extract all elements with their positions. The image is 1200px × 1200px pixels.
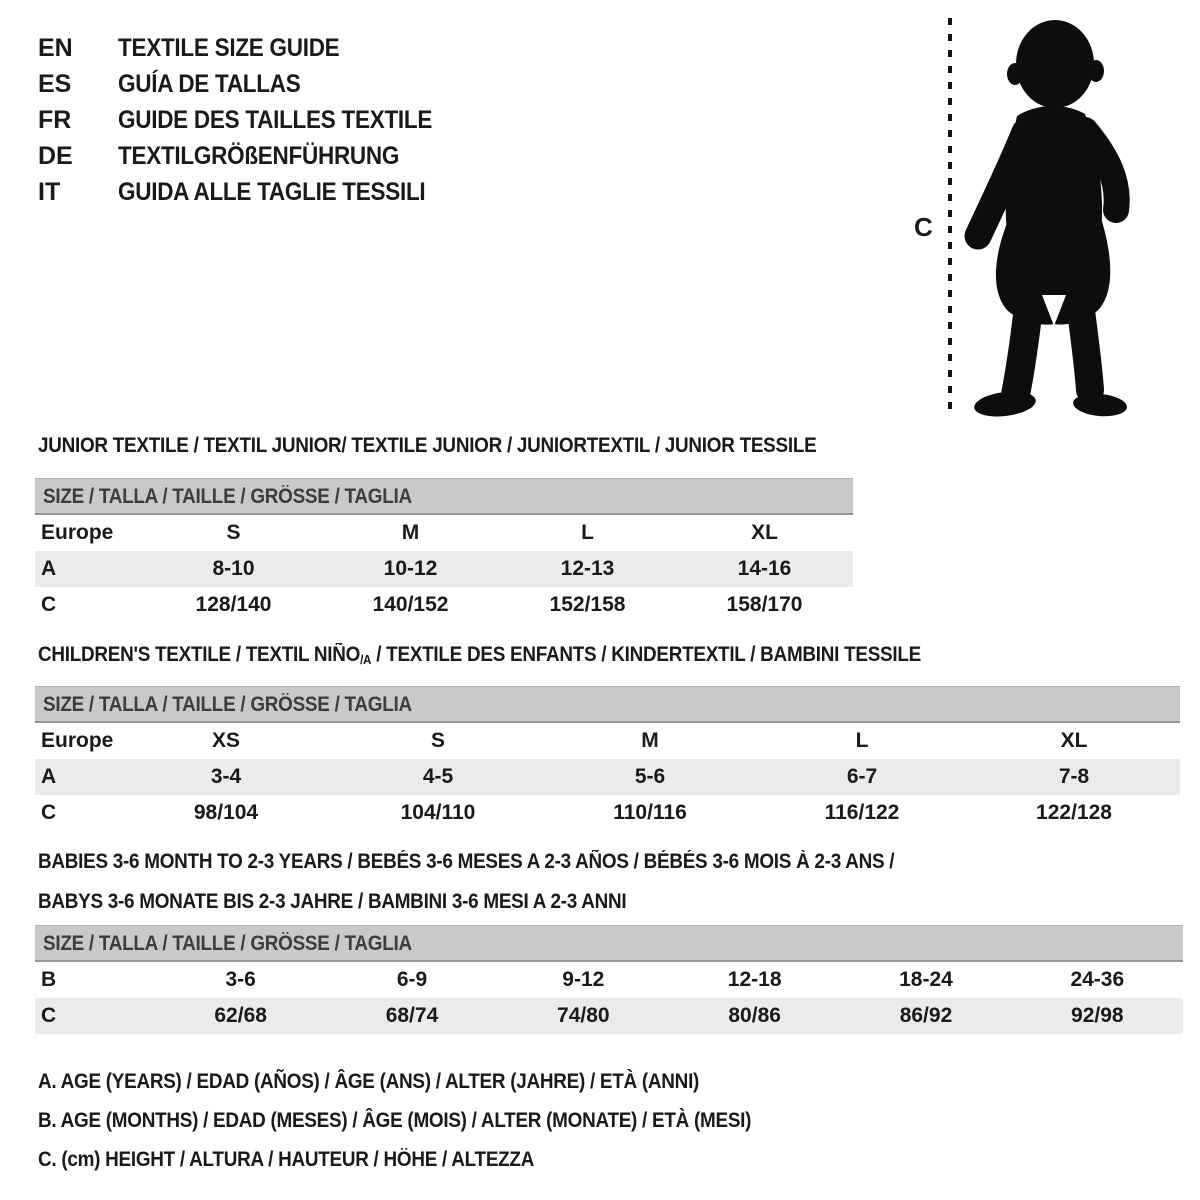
size-header-label: SIZE / TALLA / TAILLE / GRÖSSE / TAGLIA <box>43 693 412 716</box>
table-cell: 14-16 <box>737 557 792 580</box>
row-label: C <box>41 1004 57 1027</box>
babies-size-table <box>35 925 1183 1034</box>
row-label: C <box>41 801 57 824</box>
lang-code: ES <box>38 70 72 98</box>
junior-size-header-bar <box>35 478 853 515</box>
left-ear <box>1007 63 1023 85</box>
lang-title: TEXTILGRÖßENFÜHRUNG <box>118 142 400 170</box>
lang-row-en <box>38 30 467 66</box>
region-label: Europe <box>41 521 114 544</box>
children-size-header-bar <box>35 686 1180 723</box>
table-cell: 116/122 <box>824 801 900 824</box>
babies-row-months <box>35 962 1183 998</box>
table-cell: 158/170 <box>726 593 803 616</box>
babies-heading-line2: BABYS 3-6 MONATE BIS 2-3 JAHRE / BAMBINI 3-6 MESI A 2-3 ANNI <box>38 890 627 913</box>
junior-size-table <box>35 478 853 623</box>
lang-title: TEXTILE SIZE GUIDE <box>118 34 340 62</box>
children-size-table <box>35 686 1180 831</box>
table-cell: 86/92 <box>899 1004 953 1027</box>
legend-text: A. AGE (YEARS) / EDAD (AÑOS) / ÂGE (ANS) / ALTER (JAHRE) / ETÀ (ANNI) <box>38 1070 700 1093</box>
table-cell: 104/110 <box>400 801 476 824</box>
table-cell: 5-6 <box>634 765 666 788</box>
legend-line-a <box>38 1062 830 1101</box>
table-cell: 9-12 <box>562 968 605 991</box>
table-cell: 24-36 <box>1070 968 1125 991</box>
lang-title: GUÍA DE TALLAS <box>118 70 301 98</box>
table-cell: 74/80 <box>557 1004 610 1027</box>
size-header-label: SIZE / TALLA / TAILLE / GRÖSSE / TAGLIA <box>43 932 412 955</box>
lang-row-de <box>38 138 467 174</box>
measurement-legend <box>38 1062 830 1179</box>
table-cell: 110/116 <box>613 801 687 824</box>
babies-size-header-bar <box>35 925 1183 962</box>
children-columns-row <box>35 723 1180 759</box>
left-leg <box>1016 302 1029 392</box>
table-cell: 3-6 <box>225 968 256 991</box>
size-header-label: SIZE / TALLA / TAILLE / GRÖSSE / TAGLIA <box>43 485 412 508</box>
table-cell: 92/98 <box>1071 1004 1124 1027</box>
table-cell: 128/140 <box>195 593 272 616</box>
children-row-height <box>35 795 1180 831</box>
junior-columns-row <box>35 515 853 551</box>
row-label: A <box>41 557 57 580</box>
size-column-header: XS <box>211 729 240 752</box>
table-cell: 6-7 <box>846 765 878 788</box>
row-label: B <box>41 968 57 991</box>
toddler-silhouette-icon <box>963 14 1143 419</box>
table-cell: 12-13 <box>560 557 615 580</box>
children-section-heading <box>38 643 1019 667</box>
language-title-list <box>38 30 467 210</box>
table-cell: 18-24 <box>899 968 953 991</box>
table-cell: 62/68 <box>214 1004 267 1027</box>
lang-row-it <box>38 174 467 210</box>
height-measure-dashed-line <box>948 18 952 416</box>
babies-row-height <box>35 998 1183 1034</box>
size-column-header: S <box>226 521 241 544</box>
table-cell: 6-9 <box>396 968 428 991</box>
lang-row-es <box>38 66 467 102</box>
lang-code: IT <box>38 178 61 206</box>
lang-title: GUIDE DES TAILLES TEXTILE <box>118 106 433 134</box>
lang-code: DE <box>38 142 73 170</box>
legend-text: B. AGE (MONTHS) / EDAD (MESES) / ÂGE (MOIS) / ALTER (MONATE) / ETÀ (MESI) <box>38 1109 752 1132</box>
legend-line-c <box>38 1140 830 1179</box>
junior-heading-text: JUNIOR TEXTILE / TEXTIL JUNIOR/ TEXTILE JUNIOR / JUNIORTEXTIL / JUNIOR TESSILE <box>38 434 817 457</box>
row-label: A <box>41 765 57 788</box>
junior-section-heading <box>38 434 903 458</box>
children-heading-suffix: / TEXTILE DES ENFANTS / KINDERTEXTIL / BAMBINI TESSILE <box>371 643 921 666</box>
size-column-header: M <box>401 521 420 544</box>
lang-code: FR <box>38 106 72 134</box>
right-leg <box>1080 302 1090 390</box>
table-cell: 3-4 <box>210 765 242 788</box>
children-row-age <box>35 759 1180 795</box>
toddler-body <box>973 20 1128 419</box>
table-cell: 4-5 <box>422 765 454 788</box>
babies-heading-line1: BABIES 3-6 MONTH TO 2-3 YEARS / BEBÉS 3-6 MESES A 2-3 AÑOS / BÉBÉS 3-6 MOIS À 2-3 ANS / <box>38 850 895 873</box>
legend-text: C. (cm) HEIGHT / ALTURA / HAUTEUR / HÖHE / ALTEZZA <box>38 1148 535 1171</box>
lang-row-fr <box>38 102 467 138</box>
table-cell: 152/158 <box>549 593 626 616</box>
size-column-header: L <box>581 521 594 544</box>
junior-row-age <box>35 551 853 587</box>
table-cell: 12-18 <box>727 968 782 991</box>
table-cell: 140/152 <box>372 593 449 616</box>
table-cell: 122/128 <box>1036 801 1112 824</box>
children-heading-subscript: /A <box>360 652 372 667</box>
babies-section-heading <box>38 842 989 922</box>
table-cell: 68/74 <box>385 1004 439 1027</box>
table-cell: 7-8 <box>1058 765 1090 788</box>
size-column-header: L <box>855 729 869 752</box>
table-cell: 8-10 <box>212 557 255 580</box>
lang-title: GUIDA ALLE TAGLIE TESSILI <box>118 178 426 206</box>
height-measure-label: C <box>914 212 933 242</box>
junior-row-height <box>35 587 853 623</box>
table-cell: 98/104 <box>193 801 259 824</box>
size-column-header: M <box>641 729 659 752</box>
table-cell: 80/86 <box>728 1004 781 1027</box>
table-cell: 10-12 <box>383 557 438 580</box>
head <box>1016 20 1094 108</box>
size-column-header: S <box>430 729 445 752</box>
right-ear <box>1088 60 1104 82</box>
row-label: C <box>41 593 57 616</box>
region-label: Europe <box>41 729 114 752</box>
size-column-header: XL <box>1060 729 1088 752</box>
children-heading-text <box>38 643 921 667</box>
lang-code: EN <box>38 34 73 62</box>
legend-line-b <box>38 1101 830 1140</box>
size-column-header: XL <box>751 521 778 544</box>
children-heading-prefix: CHILDREN'S TEXTILE / TEXTIL NIÑO <box>38 643 361 666</box>
